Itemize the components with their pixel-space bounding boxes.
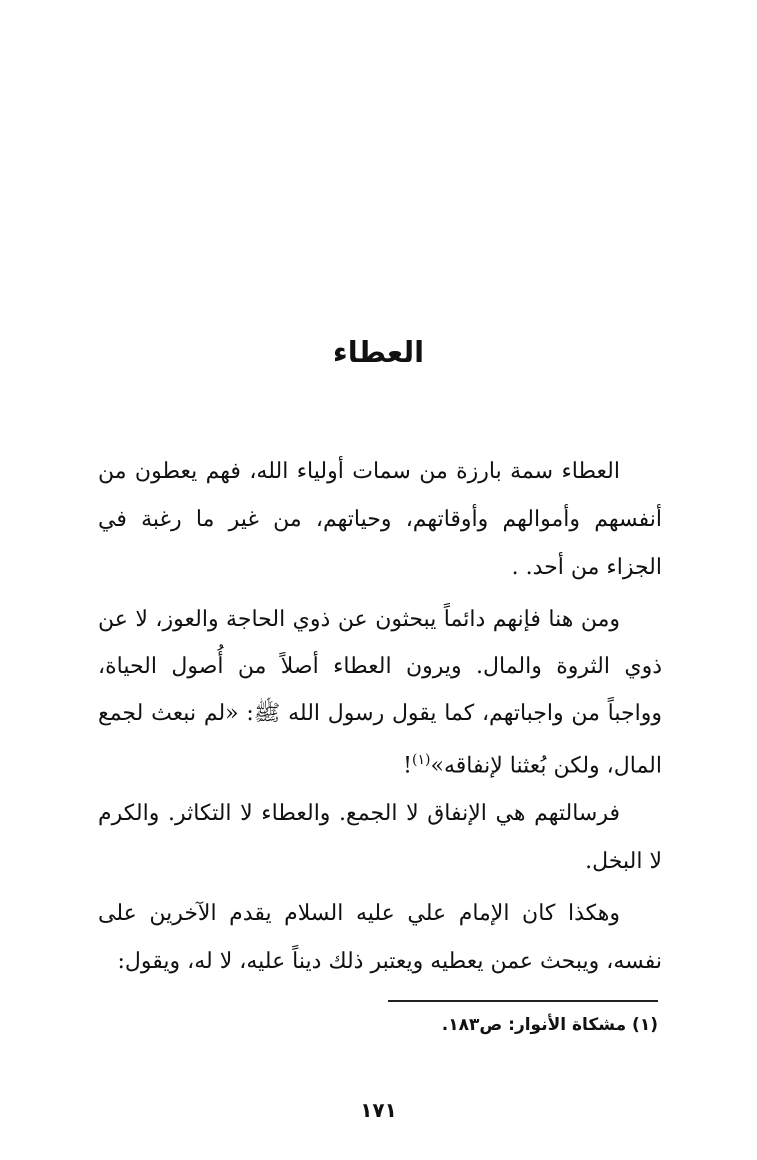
footnote: (١) مشكاة الأنوار: ص١٨٣. bbox=[441, 1015, 658, 1035]
paragraph-3: فرسالتهم هي الإنفاق لا الجمع. والعطاء لا التكاثر. والكرم لا البخل. bbox=[98, 801, 662, 874]
chapter-title: العطاء bbox=[332, 335, 425, 369]
page-number: ١٧١ bbox=[360, 1098, 397, 1122]
paragraph-2 bbox=[98, 596, 662, 789]
paragraph-2-trailing: ! bbox=[403, 753, 413, 779]
paragraph-1: العطاء سمة بارزة من سمات أولياء الله، فهم يعطون من أنفسهم وأموالهم وأوقاتهم، وحياتهم، من غير ما رغبة في الجزاء من أحد. . bbox=[98, 459, 662, 580]
footnote-reference[interactable]: (١) bbox=[412, 752, 431, 768]
footnote-divider bbox=[388, 1000, 658, 1002]
paragraph-4: وهكذا كان الإمام علي عليه السلام يقدم الآخرين على نفسه، ويبحث عمن يعطيه ويعتبر ذلك ديناً عليه، لا له، ويقول: bbox=[98, 901, 662, 974]
paragraph-2-text: ومن هنا فإنهم دائماً يبحثون عن ذوي الحاجة والعوز، لا عن ذوي الثروة والمال. ويرون العطاء أصلاً من أُصول الحياة، وواجباً من واجباتهم، كما يقول رسول الله ﷺ: «لم نبعث لجمع المال، ولكن بُعثنا لإنفاقه» bbox=[98, 607, 662, 779]
